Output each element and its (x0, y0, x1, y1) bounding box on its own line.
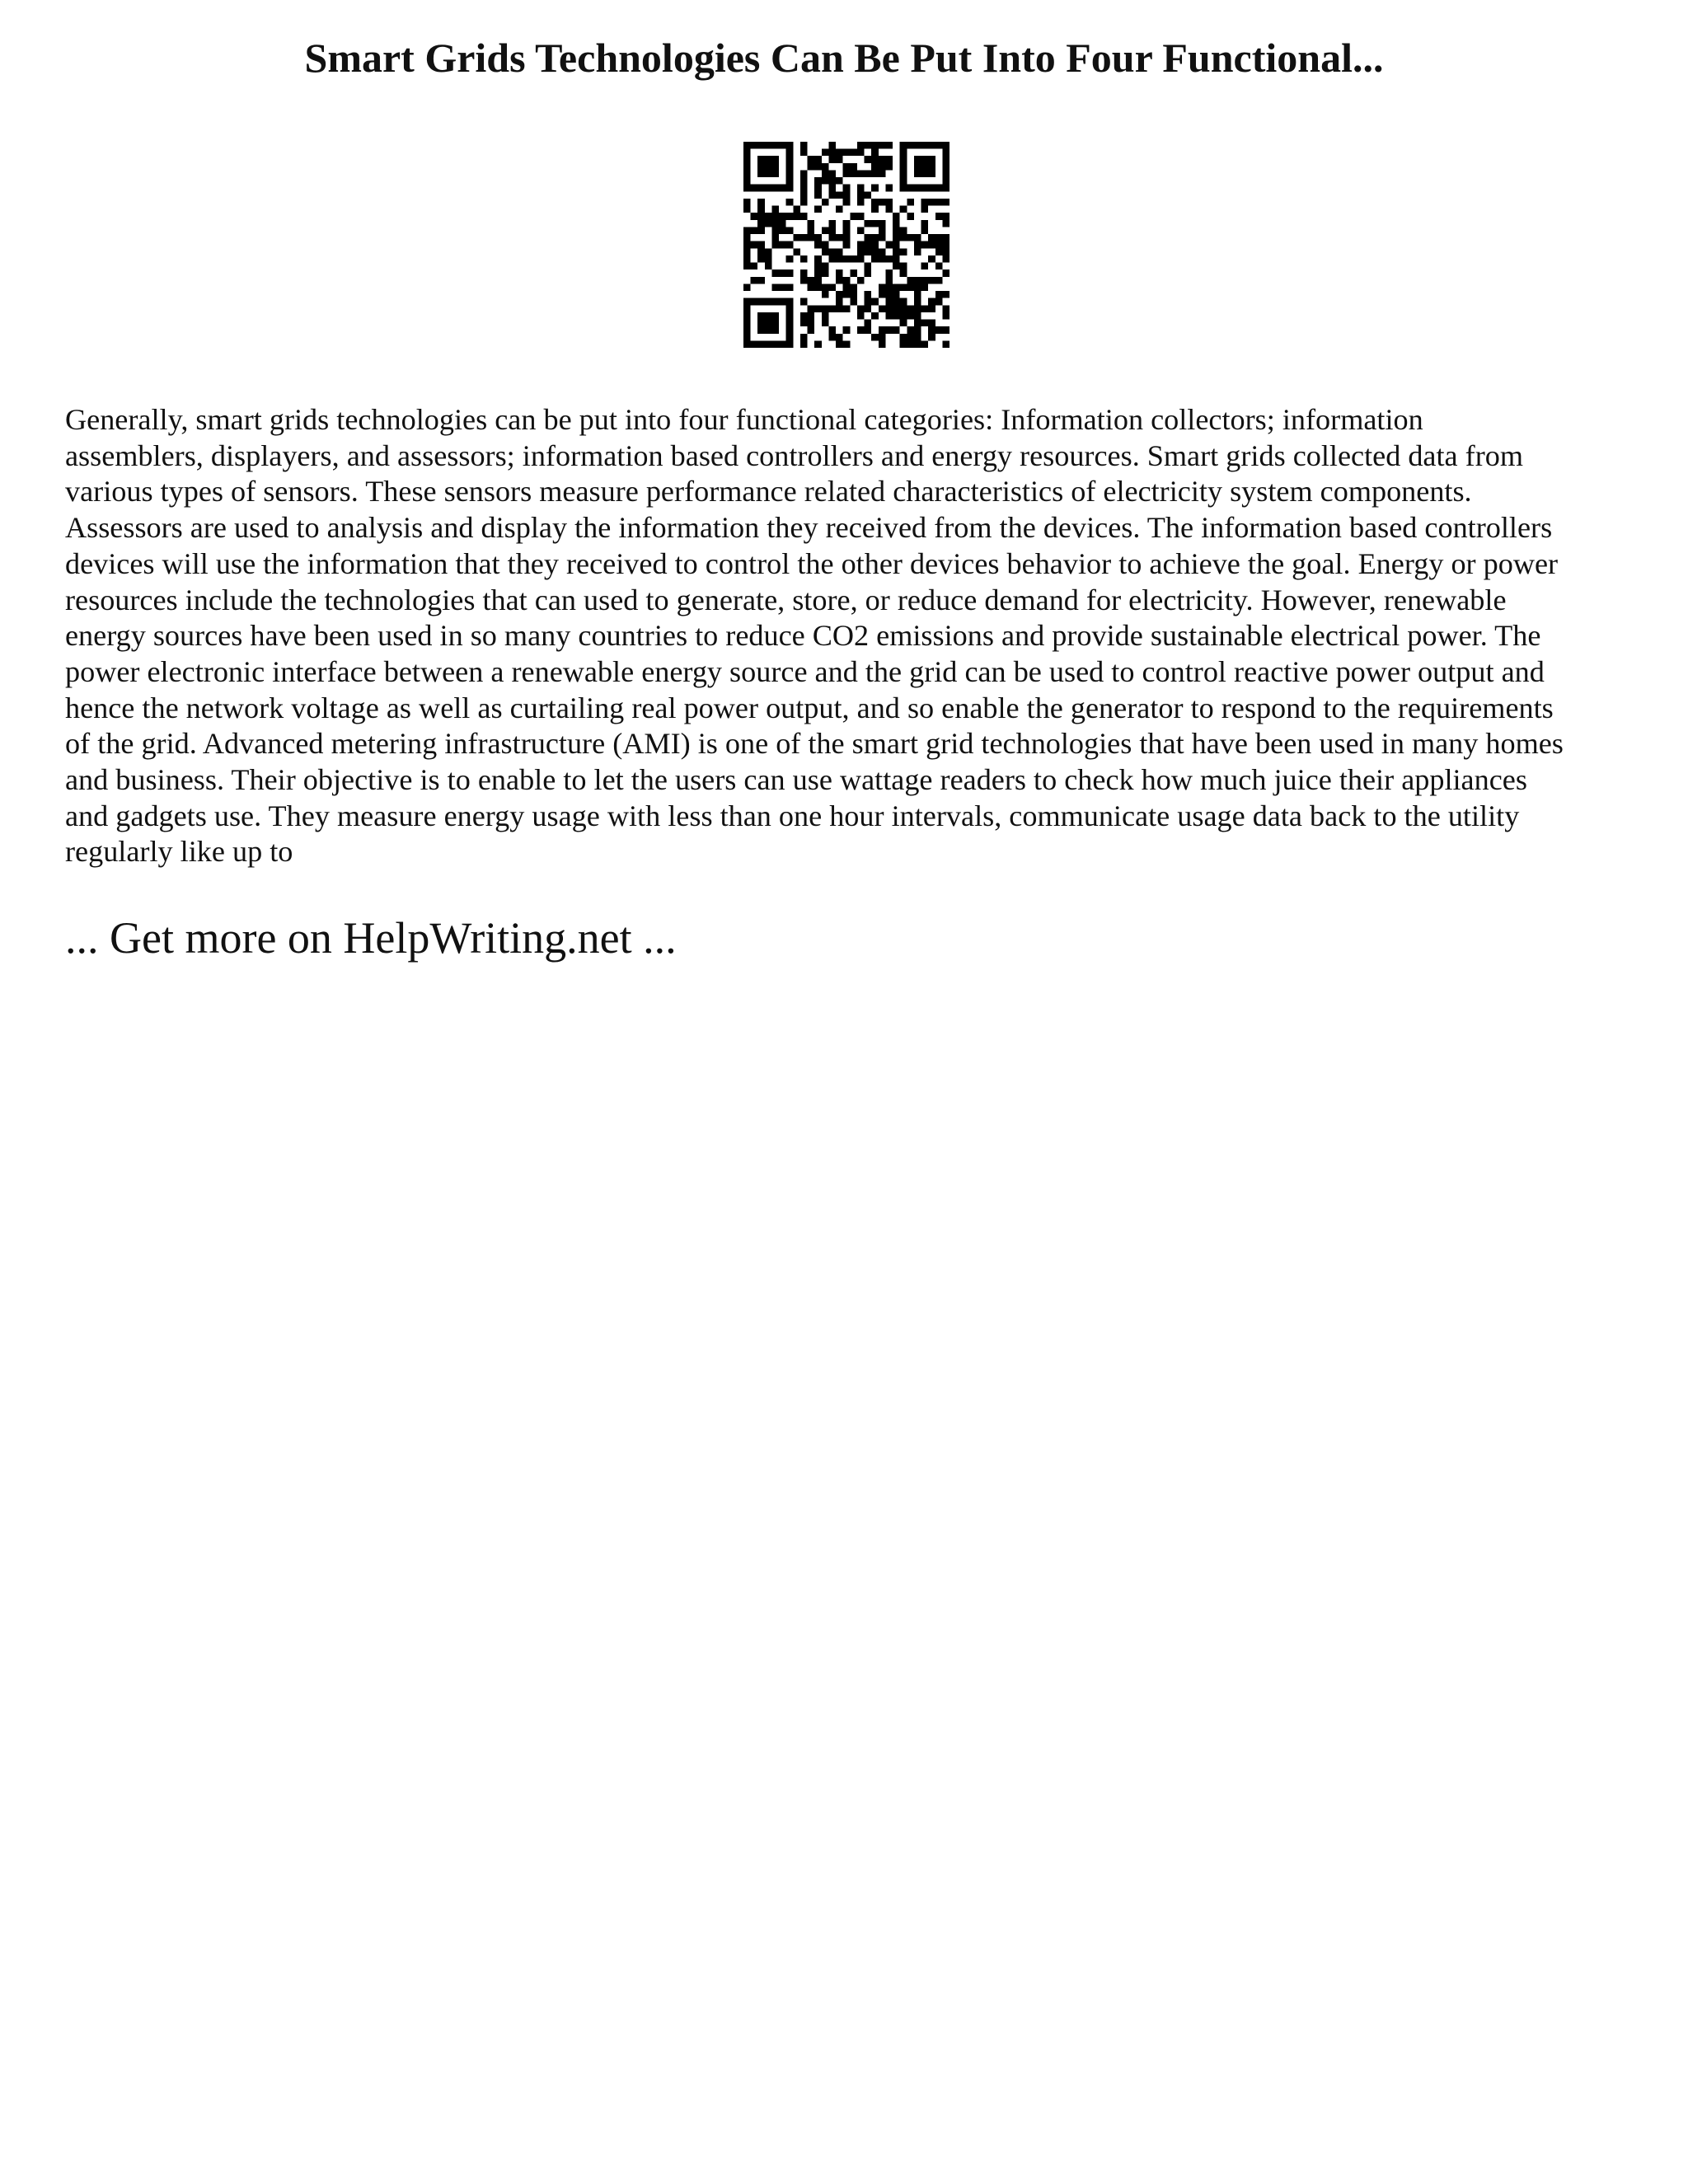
get-more-link[interactable]: ... Get more on HelpWriting.net ... (65, 913, 677, 963)
article-body: Generally, smart grids technologies can be put into four functional categories: Information collectors; information assemblers, displayers, and assessors; information based controllers and energy resources. Smart grids collected data from various types of sensors. These sensors measure performance related characteristics of electricity system components. Assessors are used to analysis and display the information they received from the devices. The information based controllers devices will use the information that they received to control the other devices behavior to achieve the goal. Energy or power resources include the technologies that can used to generate, store, or reduce demand for electricity. However, renewable energy sources have been used in so many countries to reduce CO2 emissions and provide sustainable electrical power. The power electronic interface between a renewable energy source and the grid can be used to control reactive power output and hence the network voltage as well as curtailing real power output, and so enable the generator to respond to the requirements of the grid. Advanced metering infrastructure (AMI) is one of the smart grid technologies that have been used in many homes and business. Their objective is to enable to let the users can use wattage readers to check how much juice their appliances and gadgets use. They measure energy usage with less than one hour intervals, communicate usage data back to the utility regularly like up to (65, 403, 1564, 869)
qr-code-icon (743, 142, 950, 348)
page-title: Smart Grids Technologies Can Be Put Into Four Functional... (304, 35, 1384, 81)
